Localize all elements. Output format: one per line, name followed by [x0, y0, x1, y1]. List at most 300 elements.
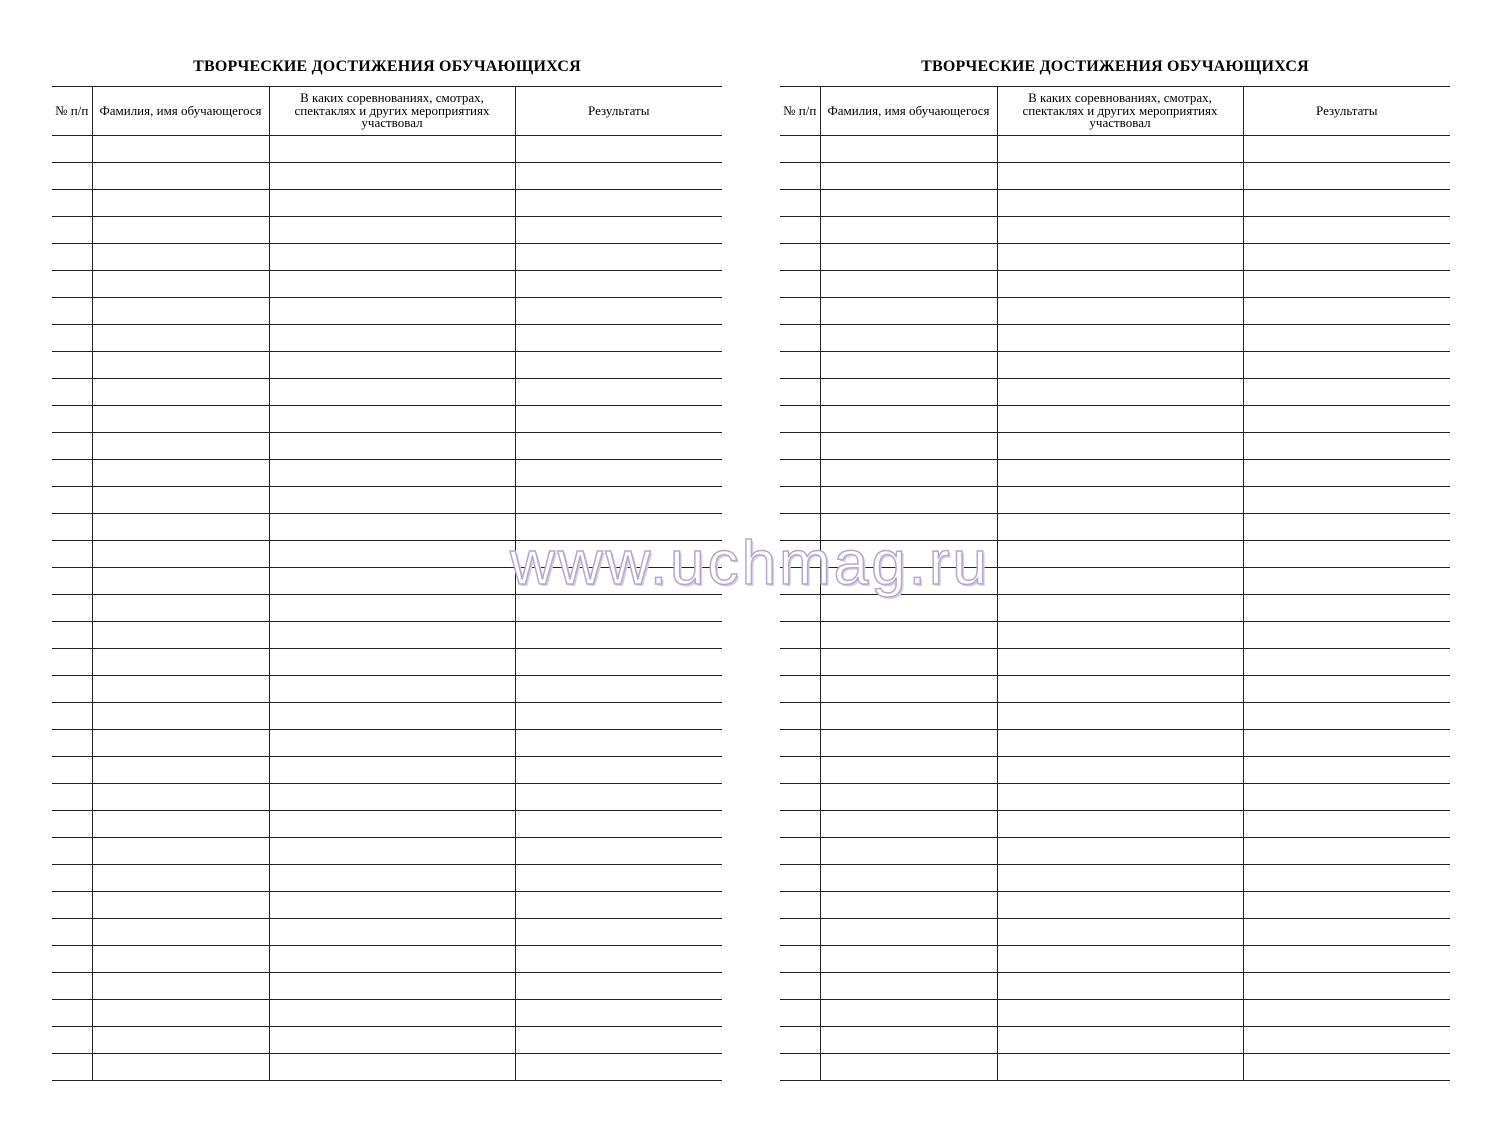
table-cell[interactable]: [997, 1000, 1243, 1027]
table-cell[interactable]: [515, 163, 722, 190]
table-cell[interactable]: [92, 406, 269, 433]
table-cell[interactable]: [997, 136, 1243, 163]
table-cell[interactable]: [269, 433, 515, 460]
table-cell[interactable]: [52, 514, 92, 541]
table-cell[interactable]: [92, 163, 269, 190]
table-cell[interactable]: [269, 406, 515, 433]
table-cell[interactable]: [269, 163, 515, 190]
table-cell[interactable]: [780, 244, 820, 271]
table-cell[interactable]: [269, 649, 515, 676]
table-cell[interactable]: [515, 892, 722, 919]
table-cell[interactable]: [780, 217, 820, 244]
table-cell[interactable]: [780, 649, 820, 676]
table-cell[interactable]: [820, 460, 997, 487]
table-cell[interactable]: [92, 1000, 269, 1027]
table-cell[interactable]: [780, 190, 820, 217]
table-cell[interactable]: [52, 379, 92, 406]
table-cell[interactable]: [52, 595, 92, 622]
table-cell[interactable]: [269, 190, 515, 217]
table-cell[interactable]: [820, 838, 997, 865]
table-cell[interactable]: [997, 541, 1243, 568]
table-cell[interactable]: [1243, 703, 1450, 730]
table-cell[interactable]: [820, 730, 997, 757]
table-cell[interactable]: [515, 298, 722, 325]
table-cell[interactable]: [780, 784, 820, 811]
table-cell[interactable]: [269, 919, 515, 946]
table-cell[interactable]: [997, 325, 1243, 352]
table-cell[interactable]: [515, 676, 722, 703]
table-cell[interactable]: [997, 271, 1243, 298]
table-cell[interactable]: [820, 541, 997, 568]
table-cell[interactable]: [52, 163, 92, 190]
table-row: [52, 298, 722, 325]
table-cell[interactable]: [1243, 730, 1450, 757]
table-cell[interactable]: [269, 568, 515, 595]
table-cell[interactable]: [52, 1000, 92, 1027]
table-cell[interactable]: [515, 541, 722, 568]
table-cell[interactable]: [52, 622, 92, 649]
table-cell[interactable]: [1243, 136, 1450, 163]
table-cell[interactable]: [780, 595, 820, 622]
table-cell[interactable]: [997, 1054, 1243, 1081]
table-cell[interactable]: [515, 190, 722, 217]
table-cell[interactable]: [997, 487, 1243, 514]
table-cell[interactable]: [269, 271, 515, 298]
table-cell[interactable]: [1243, 1054, 1450, 1081]
table-cell[interactable]: [1243, 1000, 1450, 1027]
table-cell[interactable]: [52, 784, 92, 811]
table-cell[interactable]: [515, 622, 722, 649]
table-cell[interactable]: [997, 784, 1243, 811]
table-cell[interactable]: [997, 622, 1243, 649]
table-cell[interactable]: [52, 676, 92, 703]
table-cell[interactable]: [52, 244, 92, 271]
table-cell[interactable]: [515, 487, 722, 514]
table-cell[interactable]: [997, 865, 1243, 892]
table-cell[interactable]: [92, 622, 269, 649]
table-cell[interactable]: [92, 352, 269, 379]
table-cell[interactable]: [52, 433, 92, 460]
table-cell[interactable]: [997, 1027, 1243, 1054]
table-cell[interactable]: [997, 703, 1243, 730]
table-cell[interactable]: [1243, 568, 1450, 595]
column-header-name: Фамилия, имя обучающегося: [820, 87, 997, 136]
table-cell[interactable]: [780, 946, 820, 973]
table-cell[interactable]: [1243, 487, 1450, 514]
table-cell[interactable]: [52, 973, 92, 1000]
table-cell[interactable]: [997, 757, 1243, 784]
table-cell[interactable]: [269, 838, 515, 865]
table-cell[interactable]: [92, 271, 269, 298]
table-row: [52, 190, 722, 217]
table-cell[interactable]: [52, 892, 92, 919]
table-cell[interactable]: [997, 406, 1243, 433]
table-cell[interactable]: [92, 973, 269, 1000]
table-cell[interactable]: [52, 190, 92, 217]
table-cell[interactable]: [780, 460, 820, 487]
table-cell[interactable]: [1243, 973, 1450, 1000]
table-cell[interactable]: [92, 568, 269, 595]
table-cell[interactable]: [52, 217, 92, 244]
table-cell[interactable]: [92, 460, 269, 487]
table-cell[interactable]: [92, 757, 269, 784]
table-cell[interactable]: [780, 919, 820, 946]
table-row: [780, 757, 1450, 784]
table-cell[interactable]: [269, 865, 515, 892]
table-cell[interactable]: [269, 784, 515, 811]
table-cell[interactable]: [820, 919, 997, 946]
table-cell[interactable]: [269, 676, 515, 703]
table-cell[interactable]: [52, 865, 92, 892]
table-cell[interactable]: [820, 136, 997, 163]
table-cell[interactable]: [780, 271, 820, 298]
table-row: [52, 811, 722, 838]
table-cell[interactable]: [269, 1054, 515, 1081]
table-cell[interactable]: [997, 568, 1243, 595]
table-cell[interactable]: [92, 946, 269, 973]
table-cell[interactable]: [997, 919, 1243, 946]
column-header-number: № п/п: [780, 87, 820, 136]
table-row: [780, 487, 1450, 514]
table-cell[interactable]: [92, 325, 269, 352]
table-cell[interactable]: [515, 406, 722, 433]
column-header-number: № п/п: [52, 87, 92, 136]
table-cell[interactable]: [780, 352, 820, 379]
table-cell[interactable]: [52, 1027, 92, 1054]
table-cell[interactable]: [820, 433, 997, 460]
table-cell[interactable]: [997, 379, 1243, 406]
table-cell[interactable]: [1243, 514, 1450, 541]
table-cell[interactable]: [780, 757, 820, 784]
table-cell[interactable]: [515, 136, 722, 163]
table-cell[interactable]: [1243, 919, 1450, 946]
table-cell[interactable]: [52, 1054, 92, 1081]
table-cell[interactable]: [92, 244, 269, 271]
table-cell[interactable]: [1243, 244, 1450, 271]
table-cell[interactable]: [780, 163, 820, 190]
table-row: [52, 649, 722, 676]
table-cell[interactable]: [820, 865, 997, 892]
table-cell[interactable]: [1243, 325, 1450, 352]
table-cell[interactable]: [92, 217, 269, 244]
table-cell[interactable]: [780, 811, 820, 838]
table-cell[interactable]: [820, 217, 997, 244]
table-cell[interactable]: [780, 838, 820, 865]
table-cell[interactable]: [269, 1000, 515, 1027]
table-cell[interactable]: [820, 649, 997, 676]
table-cell[interactable]: [515, 1000, 722, 1027]
table-cell[interactable]: [92, 541, 269, 568]
table-cell[interactable]: [997, 676, 1243, 703]
table-cell[interactable]: [780, 541, 820, 568]
table-cell[interactable]: [1243, 757, 1450, 784]
table-cell[interactable]: [269, 595, 515, 622]
table-cell[interactable]: [780, 433, 820, 460]
table-cell[interactable]: [515, 784, 722, 811]
table-cell[interactable]: [52, 703, 92, 730]
table-cell[interactable]: [515, 433, 722, 460]
table-cell[interactable]: [269, 622, 515, 649]
table-cell[interactable]: [515, 352, 722, 379]
table-cell[interactable]: [997, 460, 1243, 487]
table-cell[interactable]: [780, 487, 820, 514]
table-cell[interactable]: [52, 460, 92, 487]
table-cell[interactable]: [515, 703, 722, 730]
table-row: [52, 352, 722, 379]
table-cell[interactable]: [820, 190, 997, 217]
table-cell[interactable]: [92, 595, 269, 622]
table-cell[interactable]: [515, 1054, 722, 1081]
table-cell[interactable]: [515, 946, 722, 973]
table-cell[interactable]: [820, 568, 997, 595]
table-cell[interactable]: [780, 379, 820, 406]
table-cell[interactable]: [52, 649, 92, 676]
table-row: [52, 757, 722, 784]
table-header-row: [52, 87, 722, 136]
table-cell[interactable]: [92, 730, 269, 757]
table-cell[interactable]: [269, 703, 515, 730]
table-cell[interactable]: [92, 1054, 269, 1081]
table-cell[interactable]: [269, 136, 515, 163]
table-cell[interactable]: [92, 1027, 269, 1054]
table-cell[interactable]: [92, 811, 269, 838]
table-cell[interactable]: [820, 406, 997, 433]
table-cell[interactable]: [1243, 352, 1450, 379]
table-cell[interactable]: [997, 811, 1243, 838]
table-cell[interactable]: [269, 892, 515, 919]
table-cell[interactable]: [515, 379, 722, 406]
table-cell[interactable]: [515, 811, 722, 838]
table-cell[interactable]: [1243, 163, 1450, 190]
table-cell[interactable]: [92, 838, 269, 865]
table-cell[interactable]: [515, 244, 722, 271]
table-cell[interactable]: [997, 973, 1243, 1000]
table-cell[interactable]: [780, 514, 820, 541]
table-cell[interactable]: [780, 136, 820, 163]
table-cell[interactable]: [92, 865, 269, 892]
table-cell[interactable]: [92, 649, 269, 676]
table-cell[interactable]: [269, 352, 515, 379]
table-cell[interactable]: [780, 730, 820, 757]
table-cell[interactable]: [52, 811, 92, 838]
table-cell[interactable]: [820, 325, 997, 352]
table-cell[interactable]: [515, 865, 722, 892]
table-cell[interactable]: [997, 946, 1243, 973]
column-header-results: Результаты: [515, 87, 722, 136]
table-cell[interactable]: [780, 298, 820, 325]
table-cell[interactable]: [515, 919, 722, 946]
table-cell[interactable]: [780, 1027, 820, 1054]
table-cell[interactable]: [52, 325, 92, 352]
table-cell[interactable]: [820, 244, 997, 271]
table-cell[interactable]: [820, 892, 997, 919]
table-cell[interactable]: [1243, 433, 1450, 460]
table-cell[interactable]: [269, 541, 515, 568]
table-cell[interactable]: [269, 730, 515, 757]
table-cell[interactable]: [515, 460, 722, 487]
table-cell[interactable]: [997, 514, 1243, 541]
table-cell[interactable]: [515, 271, 722, 298]
table-cell[interactable]: [515, 1027, 722, 1054]
table-cell[interactable]: [92, 136, 269, 163]
table-cell[interactable]: [820, 811, 997, 838]
table-cell[interactable]: [997, 244, 1243, 271]
table-cell[interactable]: [997, 190, 1243, 217]
table-cell[interactable]: [52, 541, 92, 568]
table-cell[interactable]: [52, 757, 92, 784]
table-cell[interactable]: [997, 217, 1243, 244]
table-cell[interactable]: [820, 352, 997, 379]
column-header-events: В каких соревнованиях, смотрах, спектаклях и других мероприятиях участвовал: [997, 87, 1243, 136]
table-cell[interactable]: [52, 946, 92, 973]
table-cell[interactable]: [515, 325, 722, 352]
table-cell[interactable]: [1243, 217, 1450, 244]
table-row: [52, 514, 722, 541]
table-cell[interactable]: [997, 433, 1243, 460]
table-cell[interactable]: [820, 622, 997, 649]
table-cell[interactable]: [997, 838, 1243, 865]
table-cell[interactable]: [1243, 595, 1450, 622]
table-cell[interactable]: [1243, 190, 1450, 217]
table-cell[interactable]: [780, 622, 820, 649]
table-row: [780, 217, 1450, 244]
table-cell[interactable]: [1243, 379, 1450, 406]
table-cell[interactable]: [269, 514, 515, 541]
table-cell[interactable]: [92, 298, 269, 325]
table-cell[interactable]: [515, 973, 722, 1000]
table-cell[interactable]: [269, 460, 515, 487]
table-cell[interactable]: [92, 514, 269, 541]
table-row: [780, 136, 1450, 163]
table-cell[interactable]: [269, 298, 515, 325]
table-cell[interactable]: [820, 379, 997, 406]
table-cell[interactable]: [780, 865, 820, 892]
table-cell[interactable]: [52, 919, 92, 946]
table-cell[interactable]: [1243, 406, 1450, 433]
table-cell[interactable]: [780, 568, 820, 595]
table-cell[interactable]: [1243, 838, 1450, 865]
table-cell[interactable]: [269, 487, 515, 514]
table-cell[interactable]: [1243, 541, 1450, 568]
table-cell[interactable]: [92, 433, 269, 460]
table-cell[interactable]: [52, 838, 92, 865]
table-cell[interactable]: [1243, 460, 1450, 487]
table-cell[interactable]: [820, 757, 997, 784]
table-cell[interactable]: [1243, 811, 1450, 838]
table-cell[interactable]: [820, 1054, 997, 1081]
table-row: [52, 568, 722, 595]
table-cell[interactable]: [820, 946, 997, 973]
table-cell[interactable]: [269, 244, 515, 271]
table-row: [52, 973, 722, 1000]
table-cell[interactable]: [1243, 271, 1450, 298]
table-cell[interactable]: [269, 946, 515, 973]
table-cell[interactable]: [52, 730, 92, 757]
table-cell[interactable]: [269, 325, 515, 352]
table-cell[interactable]: [92, 379, 269, 406]
table-cell[interactable]: [269, 757, 515, 784]
table-cell[interactable]: [92, 703, 269, 730]
table-cell[interactable]: [1243, 676, 1450, 703]
table-cell[interactable]: [820, 676, 997, 703]
table-cell[interactable]: [515, 568, 722, 595]
table-cell[interactable]: [780, 1054, 820, 1081]
table-cell[interactable]: [515, 595, 722, 622]
table-cell[interactable]: [997, 892, 1243, 919]
table-cell[interactable]: [997, 163, 1243, 190]
table-cell[interactable]: [269, 973, 515, 1000]
table-cell[interactable]: [1243, 865, 1450, 892]
table-cell[interactable]: [997, 298, 1243, 325]
table-cell[interactable]: [820, 973, 997, 1000]
table-cell[interactable]: [92, 784, 269, 811]
table-cell[interactable]: [997, 730, 1243, 757]
table-cell[interactable]: [515, 649, 722, 676]
table-cell[interactable]: [92, 190, 269, 217]
table-cell[interactable]: [269, 379, 515, 406]
table-cell[interactable]: [515, 838, 722, 865]
table-cell[interactable]: [820, 1027, 997, 1054]
table-cell[interactable]: [780, 1000, 820, 1027]
table-cell[interactable]: [1243, 1027, 1450, 1054]
table-cell[interactable]: [820, 703, 997, 730]
table-cell[interactable]: [1243, 784, 1450, 811]
table-cell[interactable]: [269, 811, 515, 838]
table-cell[interactable]: [52, 487, 92, 514]
table-cell[interactable]: [1243, 298, 1450, 325]
table-cell[interactable]: [820, 595, 997, 622]
table-cell[interactable]: [515, 217, 722, 244]
table-cell[interactable]: [820, 163, 997, 190]
table-cell[interactable]: [269, 217, 515, 244]
table-cell[interactable]: [997, 595, 1243, 622]
table-cell[interactable]: [820, 487, 997, 514]
table-row: [780, 703, 1450, 730]
table-cell[interactable]: [997, 649, 1243, 676]
table-cell[interactable]: [780, 703, 820, 730]
table-cell[interactable]: [92, 919, 269, 946]
table-cell[interactable]: [515, 730, 722, 757]
table-cell[interactable]: [780, 406, 820, 433]
table-cell[interactable]: [997, 352, 1243, 379]
table-cell[interactable]: [780, 892, 820, 919]
table-cell[interactable]: [780, 325, 820, 352]
table-cell[interactable]: [1243, 892, 1450, 919]
table-cell[interactable]: [780, 973, 820, 1000]
table-cell[interactable]: [52, 136, 92, 163]
table-cell[interactable]: [820, 298, 997, 325]
table-cell[interactable]: [780, 676, 820, 703]
table-cell[interactable]: [52, 406, 92, 433]
table-cell[interactable]: [515, 757, 722, 784]
table-cell[interactable]: [1243, 649, 1450, 676]
table-cell[interactable]: [92, 676, 269, 703]
table-cell[interactable]: [820, 1000, 997, 1027]
table-cell[interactable]: [52, 271, 92, 298]
table-cell[interactable]: [820, 784, 997, 811]
table-cell[interactable]: [820, 514, 997, 541]
table-cell[interactable]: [1243, 946, 1450, 973]
table-cell[interactable]: [1243, 622, 1450, 649]
table-cell[interactable]: [269, 1027, 515, 1054]
table-cell[interactable]: [52, 352, 92, 379]
table-cell[interactable]: [52, 298, 92, 325]
table-cell[interactable]: [820, 271, 997, 298]
table-cell[interactable]: [92, 487, 269, 514]
table-cell[interactable]: [52, 568, 92, 595]
table-cell[interactable]: [92, 892, 269, 919]
table-cell[interactable]: [515, 514, 722, 541]
